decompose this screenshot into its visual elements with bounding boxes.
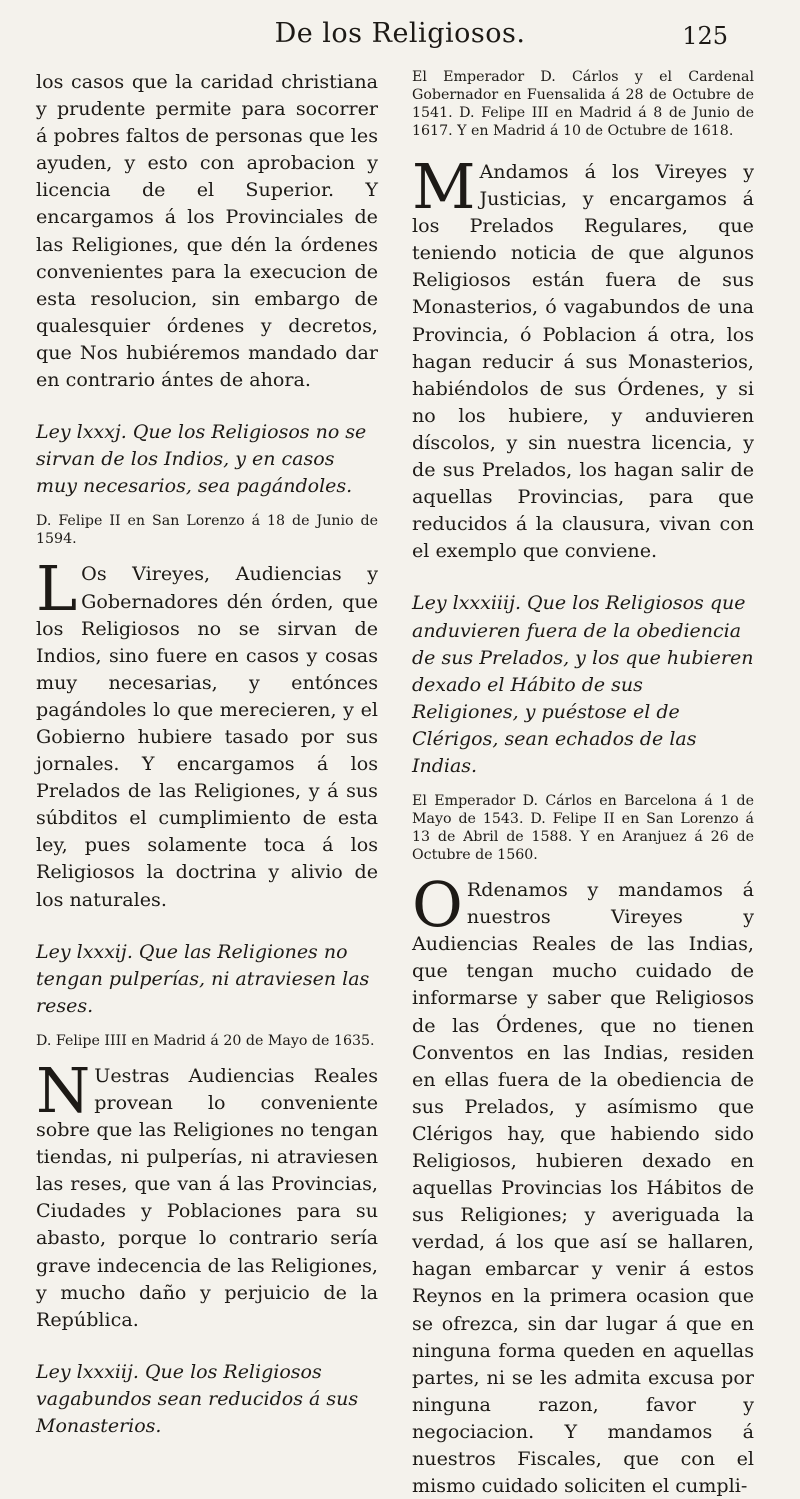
law-81-initial: L (36, 552, 78, 626)
running-title: De los Religiosos. (274, 18, 526, 49)
law-82-title: Ley lxxxij. Que las Religiones no tengan pulperías, ni atraviesen las reses. (36, 940, 370, 1017)
page-number: 125 (682, 22, 728, 50)
left-column (36, 68, 378, 1440)
law-83-text: Andamos á los Vireyes y Justicias, y encargamos á los Prelados Regulares, que teniendo noticia de que algunos Religiosos están fuera de sus Monasterios, ó vagabundos de una Provincia, ó Poblacion á otra, los hagan reducir á sus Monasterios, habiéndolos de sus Órdenes, y si no los hubiere, y anduvieren díscolos, y sin nuestra licencia, y de sus Prelados, los hagan salir de aquellas Provincias, para que reducidos á la clausura, vivan con el exemplo que conviene. (412, 160, 754, 563)
law-83-title: Ley lxxxiij. Que los Religiosos vagabundos sean reducidos á sus Monasterios. (36, 1360, 359, 1438)
page-header (0, 18, 800, 64)
law-83-decree: El Emperador D. Cárlos y el Cardenal Gobernador en Fuensalida á 28 de Octubre de 1541. D. Felipe III en Madrid á 8 de Junio de 1617. Y en Madrid á 10 de Octubre de 1618. (412, 69, 754, 139)
right-column (412, 68, 754, 1499)
law-82-text: Uestras Audiencias Reales provean lo conveniente sobre que las Religiones no tengan tiendas, ni pulperías, ni atraviesen las reses, que van á las Provincias, Ciudades y Poblaciones para su abasto, porque lo contrario sería grave indecencia de las Religiones, y mucho daño y perjuicio de la República. (36, 1063, 378, 1331)
law-84-title: Ley lxxxiiij. Que los Religiosos que anduvieren fuera de la obediencia de sus Prelados, y los que hubieren dexado el Hábito de sus Religiones, y puéstose el de Clérigos, sean echados de las Indias. (412, 592, 754, 777)
law-81-decree: D. Felipe II en San Lorenzo á 18 de Junio de 1594. (36, 513, 378, 548)
law-81-body (36, 552, 378, 912)
law-84-text: Rdenamos y mandamos á nuestros Vireyes y Audiencias Reales de las Indias, que tengan mucho cuidado de informarse y saber que Religiosos de las Órdenes, que no tienen Conventos en las Indias, residen en ellas fuera de la obediencia de sus Prelados, y asímismo que Clérigos hay, que habiendo sido Religiosos, hubieren dexado en aquellas Provincias los Hábitos de sus Religiones; y averiguada la verdad, á los que así se hallaren, hagan embarcar y venir á estos Reynos en la primera ocasion que se ofrezca, sin dar lugar á que en ninguna forma queden en aquellas partes, ni se les admita excusa por ninguna razon, favor y negociacion. Y mandamos á nuestros Fiscales, que con el mismo cuidado soliciten el cumpli- (412, 878, 754, 1498)
law-82-decree: D. Felipe IIII en Madrid á 20 de Mayo de 1635. (36, 1032, 375, 1049)
law-84-decree: El Emperador D. Cárlos en Barcelona á 1 de Mayo de 1543. D. Felipe II en San Lorenzo á 13 de Abril de 1588. Y en Aranjuez á 26 de Octubre de 1560. (412, 793, 754, 864)
law-83-initial: M (412, 150, 476, 223)
law-84-body (412, 868, 754, 1499)
law-83-body (412, 150, 754, 564)
law-82-initial: N (36, 1053, 91, 1127)
law-82-body (36, 1053, 378, 1333)
law-81-text: Os Vireyes, Audiencias y Gobernadores dén órden, que los Religiosos no se sirvan de Indios, sino fuere en casos y cosas muy necesarias, y entónces pagándoles lo que merecieren, y el Gobierno hubiere tasado por sus jornales. Y encargamos á los Prelados de las Religiones, y á sus súbditos el cumplimiento de esta ley, pues solamente toca á los Religiosos la doctrina y alivio de los naturales. (36, 562, 378, 911)
law-81-title: Ley lxxxj. Que los Religiosos no se sirvan de los Indios, y en casos muy necesarios, sea pagándoles. (36, 421, 367, 498)
continuation-paragraph: los casos que la caridad christiana y prudente permite para socorrer á pobres faltos de personas que les ayuden, y esto con aprobacion y licencia de el Superior. Y encargamos á los Provinciales de las Religiones, que dén la órdenes convenientes para la execucion de esta resolucion, sin embargo de qualesquier órdenes y decretos, que Nos hubiéremos mandado dar en contrario ántes de ahora. (36, 70, 378, 392)
law-84-initial: O (412, 868, 463, 942)
